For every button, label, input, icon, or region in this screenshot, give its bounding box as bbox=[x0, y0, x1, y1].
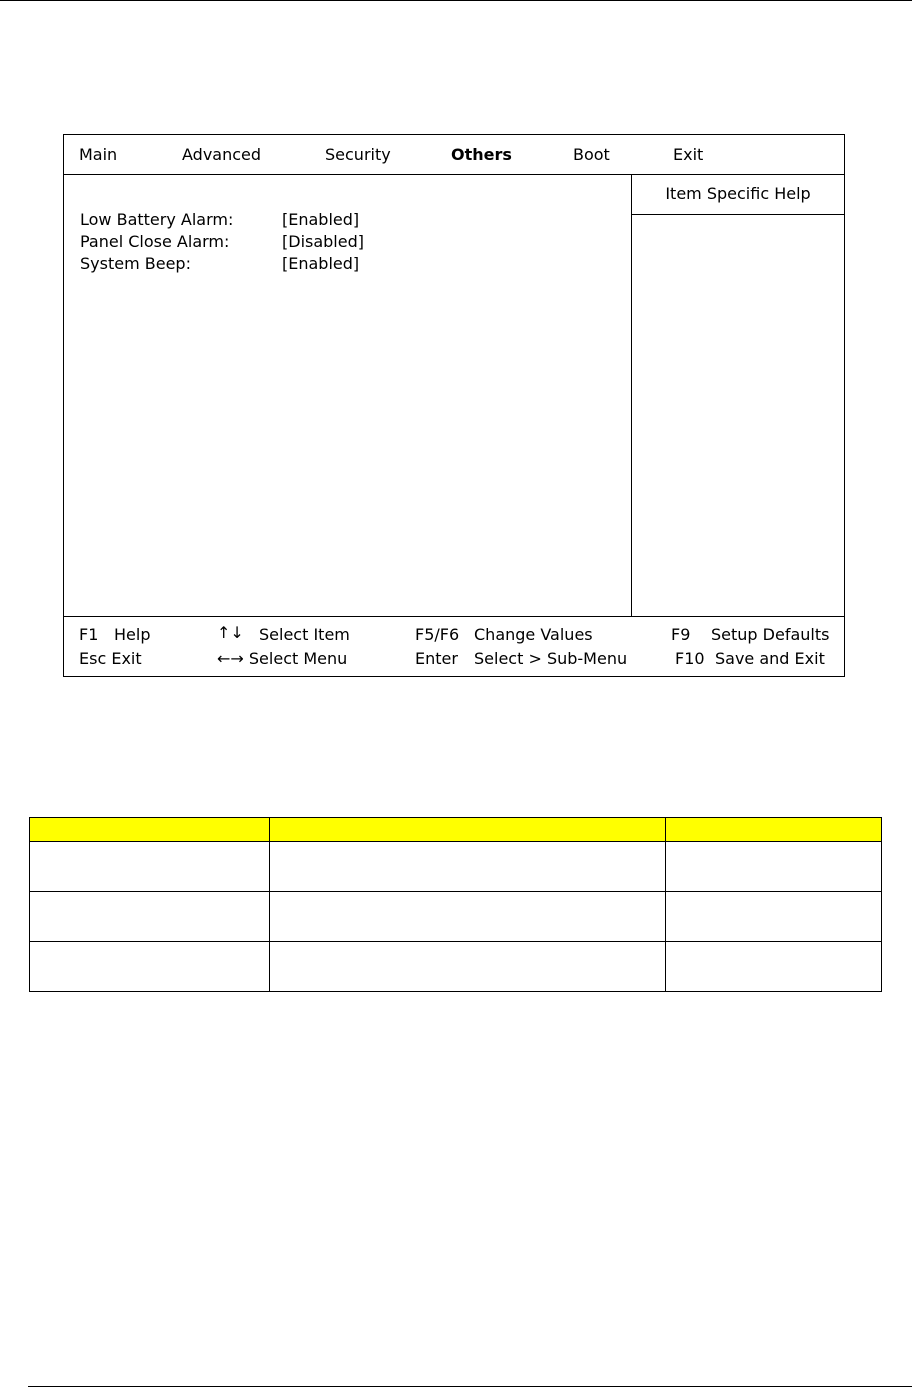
parameter-table bbox=[29, 817, 882, 992]
key-f10: F10 bbox=[675, 649, 705, 668]
key-change-values: Change Values bbox=[474, 625, 593, 644]
table-cell bbox=[30, 892, 270, 942]
page-top-rule bbox=[0, 0, 912, 1]
key-f1: F1 bbox=[79, 625, 99, 644]
table-cell bbox=[30, 842, 270, 892]
table-row bbox=[30, 842, 882, 892]
tab-main[interactable]: Main bbox=[79, 145, 118, 164]
key-select-item: Select Item bbox=[259, 625, 350, 644]
key-f5f6: F5/F6 bbox=[415, 625, 460, 644]
setting-system-beep[interactable] bbox=[80, 253, 620, 275]
table-row bbox=[30, 892, 882, 942]
up-down-arrows-icon: ↑↓ bbox=[217, 623, 244, 642]
setting-label: Low Battery Alarm: bbox=[80, 210, 234, 229]
table-header-cell bbox=[666, 818, 882, 842]
table-cell bbox=[666, 942, 882, 992]
key-f9: F9 bbox=[671, 625, 691, 644]
table-header-cell bbox=[270, 818, 666, 842]
tab-boot[interactable]: Boot bbox=[573, 145, 610, 164]
table-header-cell bbox=[30, 818, 270, 842]
bios-key-legend bbox=[64, 616, 844, 676]
table-cell bbox=[270, 842, 666, 892]
help-panel bbox=[632, 175, 844, 616]
setting-panel-close-alarm[interactable] bbox=[80, 231, 620, 253]
table-row bbox=[30, 942, 882, 992]
setting-value[interactable]: [Enabled] bbox=[282, 210, 360, 229]
table-header-row bbox=[30, 818, 882, 842]
setting-value[interactable]: [Disabled] bbox=[282, 232, 364, 251]
page-bottom-rule bbox=[28, 1386, 912, 1387]
table-cell bbox=[270, 892, 666, 942]
table-cell bbox=[666, 892, 882, 942]
setting-low-battery-alarm[interactable] bbox=[80, 209, 620, 231]
bios-menu-bar bbox=[64, 135, 844, 175]
help-panel-title: Item Specific Help bbox=[632, 175, 844, 215]
key-select-menu: ←→ Select Menu bbox=[217, 649, 348, 668]
tab-exit[interactable]: Exit bbox=[673, 145, 704, 164]
key-save-and-exit: Save and Exit bbox=[715, 649, 825, 668]
table-cell bbox=[30, 942, 270, 992]
key-esc-exit: Esc Exit bbox=[79, 649, 142, 668]
table-cell bbox=[270, 942, 666, 992]
setting-value[interactable]: [Enabled] bbox=[282, 254, 360, 273]
key-enter: Enter bbox=[415, 649, 458, 668]
key-setup-defaults: Setup Defaults bbox=[711, 625, 830, 644]
tab-others[interactable]: Others bbox=[451, 145, 512, 164]
table-cell bbox=[666, 842, 882, 892]
key-f1-help: Help bbox=[114, 625, 151, 644]
bios-setup-screen bbox=[63, 134, 845, 677]
setting-label: Panel Close Alarm: bbox=[80, 232, 230, 251]
settings-panel bbox=[64, 175, 632, 616]
setting-label: System Beep: bbox=[80, 254, 191, 273]
tab-advanced[interactable]: Advanced bbox=[182, 145, 262, 164]
key-select-submenu: Select > Sub-Menu bbox=[474, 649, 628, 668]
tab-security[interactable]: Security bbox=[325, 145, 391, 164]
